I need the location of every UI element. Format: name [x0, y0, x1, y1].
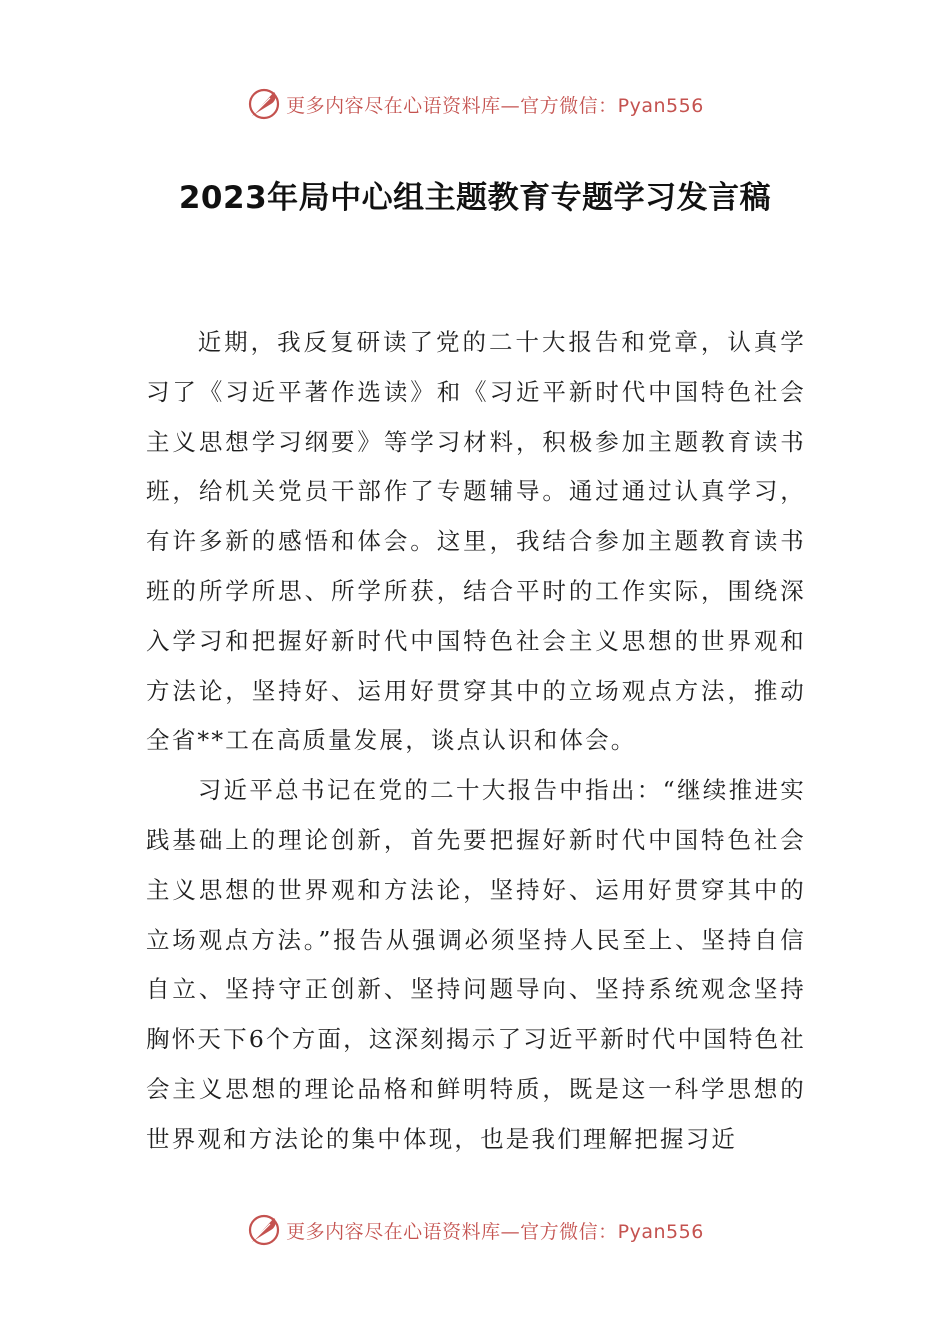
- quill-logo-icon: [246, 1212, 282, 1248]
- document-body: [146, 318, 806, 1165]
- document-title: 2023年局中心组主题教育专题学习发言稿: [178, 180, 772, 216]
- header-watermark-banner: [0, 84, 950, 124]
- paragraph: 习近平总书记在党的二十大报告中指出：“继续推进实践基础上的理论创新，首先要把握好新时代中国特色社会主义思想的世界观和方法论，坚持好、运用好贯穿其中的立场观点方法。”报告从强调必须坚持人民至上、坚持自信自立、坚持守正创新、坚持问题导向、坚持系统观念坚持胸怀天下6个方面，这深刻揭示了习近平新时代中国特色社会主义思想的理论品格和鲜明特质，既是这一科学思想的世界观和方法论的集中体现，也是我们理解把握习近: [146, 776, 806, 1153]
- watermark-text: 更多内容尽在心语资料库—官方微信：Pyan556: [286, 1220, 704, 1243]
- paragraph: 近期，我反复研读了党的二十大报告和党章，认真学习了《习近平著作选读》和《习近平新时代中国特色社会主义思想学习纲要》等学习材料，积极参加主题教育读书班，给机关党员干部作了专题辅导。通过通过认真学习，有许多新的感悟和体会。这里，我结合参加主题教育读书班的所学所思、所学所获，结合平时的工作实际，围绕深入学习和把握好新时代中国特色社会主义思想的世界观和方法论，坚持好、运用好贯穿其中的立场观点方法，推动全省**工在高质量发展，谈点认识和体会。: [146, 328, 806, 755]
- watermark-text: 更多内容尽在心语资料库—官方微信：Pyan556: [286, 94, 704, 117]
- wechat-id: Pyan556: [617, 94, 704, 117]
- footer-watermark-banner: [0, 1210, 950, 1250]
- quill-logo-icon: [246, 86, 282, 122]
- wechat-id: Pyan556: [617, 1220, 704, 1243]
